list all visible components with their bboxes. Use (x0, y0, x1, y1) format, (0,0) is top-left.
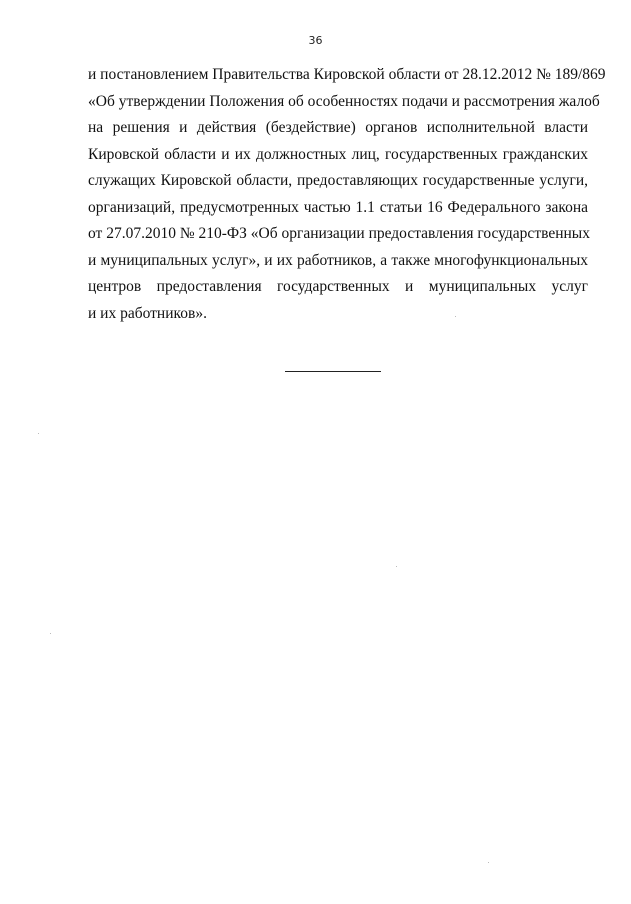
scan-speck (50, 633, 51, 634)
body-paragraph (88, 62, 606, 327)
page-number: 36 (308, 34, 323, 47)
paragraph-line: «Об утверждении Положения об особенностях подачи и рассмотрения жалоб (88, 92, 600, 110)
paragraph-line: служащих Кировской области, предоставляющих государственные услуги, (88, 172, 588, 189)
end-divider-line (285, 371, 381, 372)
paragraph-line: и муниципальных услуг», и их работников, а также многофункциональных (88, 251, 588, 269)
paragraph-line: на решения и действия (бездействие) органов исполнительной власти (88, 119, 588, 136)
paragraph-line: и постановлением Правительства Кировской области от 28.12.2012 № 189/869 (88, 66, 606, 83)
scan-speck (38, 433, 39, 434)
paragraph-line: и их работников». (88, 304, 207, 322)
paragraph-line: Кировской области и их должностных лиц, государственных гражданских (88, 145, 588, 163)
scan-speck (488, 862, 489, 863)
scan-speck (396, 566, 397, 567)
scan-speck (455, 316, 456, 317)
paragraph-line: от 27.07.2010 № 210-ФЗ «Об организации предоставления государственных (88, 225, 590, 242)
paragraph-line: организаций, предусмотренных частью 1.1 статьи 16 Федерального закона (88, 198, 588, 216)
paragraph-line: центров предоставления государственных и муниципальных услуг (88, 278, 588, 295)
